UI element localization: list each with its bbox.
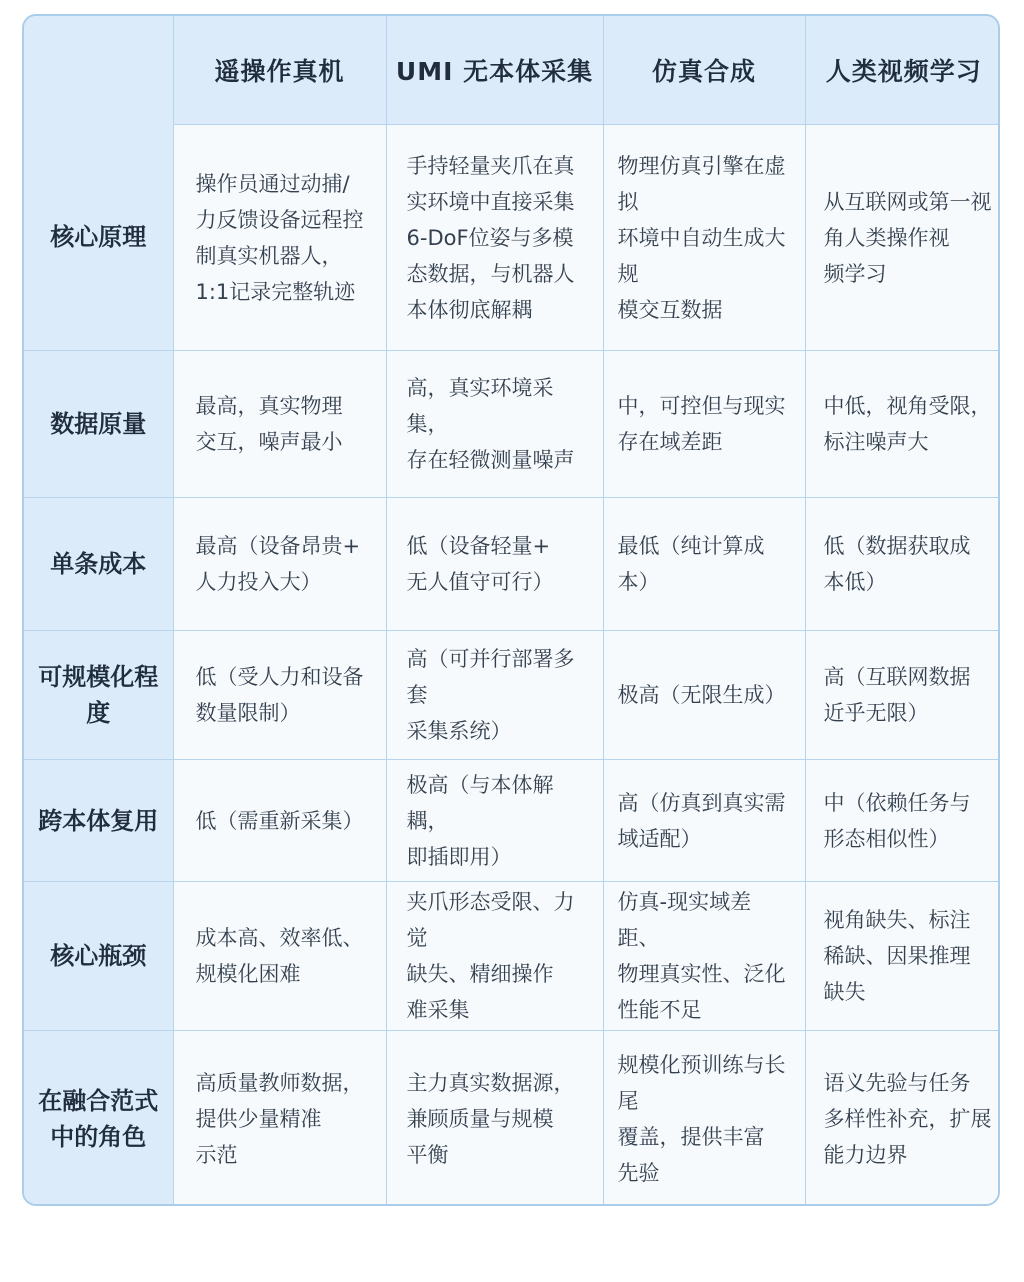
table-cell: 视角缺失、标注 稀缺、因果推理 缺失 [805,882,1000,1031]
table-cell: 高质量教师数据， 提供少量精准 示范 [173,1031,386,1207]
table-cell: 中（依赖任务与 形态相似性） [805,760,1000,882]
table-cell: 手持轻量夹爪在真 实环境中直接采集 6-DoF位姿与多模 态数据，与机器人 本体彻底解耦 [386,125,603,351]
column-header-umi: UMI 无本体采集 [386,16,603,125]
table-cell: 最高，真实物理 交互，噪声最小 [173,351,386,498]
header-row [24,16,1000,125]
table-cell: 极高（与本体解耦， 即插即用） [386,760,603,882]
table-cell: 极高（无限生成） [603,631,805,760]
table-cell: 低（数据获取成 本低） [805,498,1000,631]
table-cell: 高（仿真到真实需 域适配） [603,760,805,882]
table-row [24,882,1000,1031]
corner-cell [24,16,173,125]
column-header-human-video: 人类视频学习 [805,16,1000,125]
row-label: 在融合范式 中的角色 [24,1031,173,1207]
table-row [24,631,1000,760]
table-cell: 高，真实环境采集， 存在轻微测量噪声 [386,351,603,498]
column-header-teleoperation: 遥操作真机 [173,16,386,125]
table-cell: 最低（纯计算成本） [603,498,805,631]
table-cell: 操作员通过动捕/ 力反馈设备远程控 制真实机器人， 1:1记录完整轨迹 [173,125,386,351]
table-cell: 低（需重新采集） [173,760,386,882]
table-cell: 低（设备轻量+ 无人值守可行） [386,498,603,631]
row-label: 核心原理 [24,125,173,351]
row-label: 跨本体复用 [24,760,173,882]
table-cell: 规模化预训练与长尾 覆盖，提供丰富 先验 [603,1031,805,1207]
table-cell: 最高（设备昂贵+ 人力投入大） [173,498,386,631]
table-row [24,498,1000,631]
table-row [24,760,1000,882]
table-cell: 中低，视角受限， 标注噪声大 [805,351,1000,498]
table-cell: 仿真-现实域差距、 物理真实性、泛化 性能不足 [603,882,805,1031]
table-cell: 高（可并行部署多套 采集系统） [386,631,603,760]
table-cell: 语义先验与任务 多样性补充，扩展 能力边界 [805,1031,1000,1207]
comparison-table-frame [22,14,1000,1206]
table-cell: 主力真实数据源， 兼顾质量与规模 平衡 [386,1031,603,1207]
row-label: 核心瓶颈 [24,882,173,1031]
table-cell: 从互联网或第一视 角人类操作视 频学习 [805,125,1000,351]
row-label: 数据原量 [24,351,173,498]
table-cell: 低（受人力和设备 数量限制） [173,631,386,760]
table-row [24,125,1000,351]
table-row [24,1031,1000,1207]
table-cell: 物理仿真引擎在虚拟 环境中自动生成大规 模交互数据 [603,125,805,351]
row-label: 单条成本 [24,498,173,631]
row-label: 可规模化程度 [24,631,173,760]
comparison-table [24,16,1000,1206]
table-cell: 夹爪形态受限、力觉 缺失、精细操作 难采集 [386,882,603,1031]
table-row [24,351,1000,498]
column-header-simulation: 仿真合成 [603,16,805,125]
table-cell: 高（互联网数据 近乎无限） [805,631,1000,760]
table-cell: 成本高、效率低、 规模化困难 [173,882,386,1031]
table-cell: 中，可控但与现实 存在域差距 [603,351,805,498]
